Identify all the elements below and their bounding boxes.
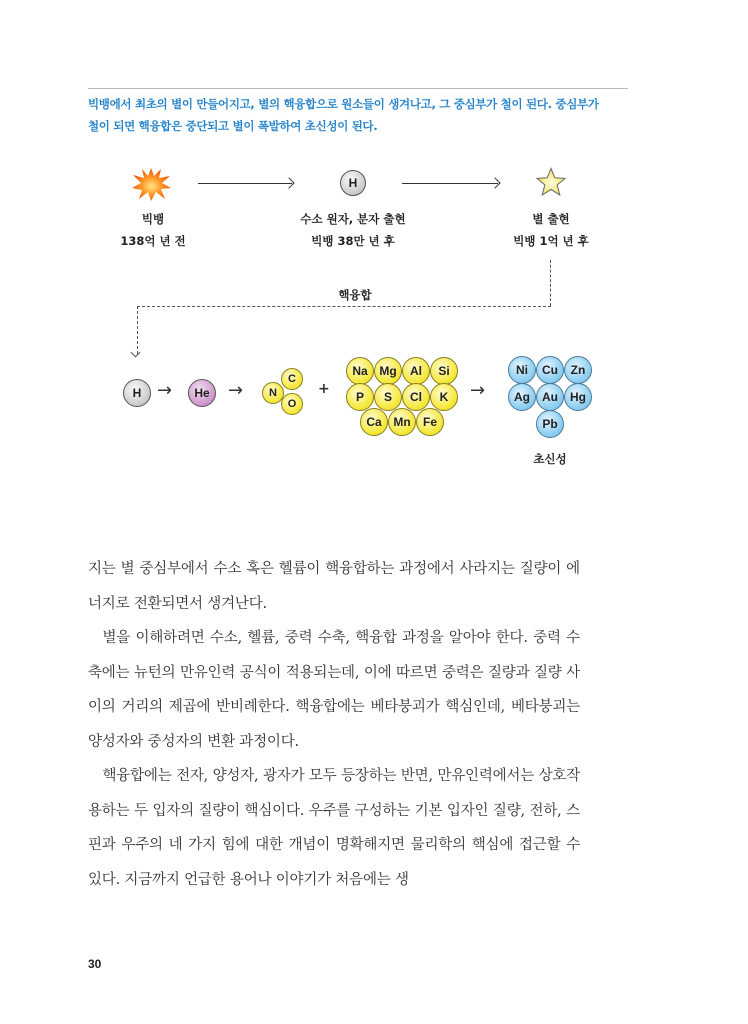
arrow-head <box>489 177 500 188</box>
explosion-icon <box>130 166 172 202</box>
element-pb: Pb <box>536 410 564 438</box>
timeline-item-bigbang: 빅뱅 138억 년 전 <box>120 212 186 248</box>
paragraph-3: 핵융합에는 전자, 양성자, 광자가 모두 등장하는 반면, 만유인력에서는 상호작용하는 두 입자의 질량이 핵심이다. 우주를 구성하는 기본 입자인 질량, 전하, 스핀과 우주의 네 가지 힘에 대한 개념이 명확해지면 물리학의 핵심에 접근할 수 있다. 지금까지 언급한 용어나 이야기가 처음에는 생 <box>88 768 580 888</box>
fusion-connector-top <box>137 306 551 307</box>
element-hg: Hg <box>564 383 592 411</box>
arrow-head <box>283 177 294 188</box>
oxygen-atom: O <box>281 393 303 415</box>
timeline-arrow-1 <box>198 183 292 184</box>
element-si: Si <box>430 357 458 385</box>
element-zn: Zn <box>564 356 592 384</box>
element-s: S <box>374 383 402 411</box>
nitrogen-atom: N <box>262 382 284 404</box>
timeline-item-hydrogen: 수소 원자, 분자 출현 빅뱅 38만 년 후 <box>300 212 406 248</box>
body-text <box>88 552 580 897</box>
fusion-label: 핵융합 <box>338 288 372 302</box>
top-divider <box>88 88 628 89</box>
element-mn: Mn <box>388 408 416 436</box>
arrow-icon: → <box>470 380 486 401</box>
page-number: 30 <box>88 957 102 971</box>
fusion-connector-right <box>550 260 551 306</box>
timeline-arrow-2 <box>402 183 498 184</box>
plus-icon: + <box>318 381 330 397</box>
element-fe: Fe <box>416 408 444 436</box>
element-ca: Ca <box>360 408 388 436</box>
arrow-icon: → <box>157 380 173 401</box>
element-k: K <box>430 383 458 411</box>
hydrogen-atom: H <box>123 379 151 407</box>
element-au: Au <box>536 383 564 411</box>
carbon-atom: C <box>281 368 303 390</box>
fusion-connector-left <box>137 306 138 354</box>
element-p: P <box>346 383 374 411</box>
star-icon <box>535 167 567 197</box>
element-na: Na <box>346 357 374 385</box>
element-ni: Ni <box>508 356 536 384</box>
element-ag: Ag <box>508 383 536 411</box>
arrow-icon: → <box>228 380 244 401</box>
paragraph-2: 별을 이해하려면 수소, 헬륨, 중력 수축, 핵융합 과정을 알아야 한다. 중력 수축에는 뉴턴의 만유인력 공식이 적용되는데, 이에 따르면 중력은 질량과 질량 사이의 거리의 제곱에 반비례한다. 핵융합에는 베타붕괴가 핵심인데, 베타붕괴는 양성자와 중성자의 변환 과정이다. <box>88 630 580 750</box>
helium-atom: He <box>188 379 216 407</box>
element-mg: Mg <box>374 357 402 385</box>
supernova-label: 초신성 <box>533 452 567 466</box>
element-cu: Cu <box>536 356 564 384</box>
paragraph-1: 지는 별 중심부에서 수소 혹은 헬륨이 핵융합하는 과정에서 사라지는 질량이 에너지로 전환되면서 생겨난다. <box>88 561 580 612</box>
element-cl: Cl <box>402 383 430 411</box>
hydrogen-atom-icon: H <box>340 170 366 196</box>
chevron-down-icon <box>131 348 141 358</box>
figure-caption: 빅뱅에서 최초의 별이 만들어지고, 별의 핵융합으로 원소들이 생겨나고, 그 중심부가 철이 된다. 중심부가 철이 되면 핵융합은 중단되고 별이 폭발하여 초신성이 된다. <box>88 97 599 133</box>
element-al: Al <box>402 357 430 385</box>
timeline-item-star: 별 출현 빅뱅 1억 년 후 <box>513 212 589 248</box>
